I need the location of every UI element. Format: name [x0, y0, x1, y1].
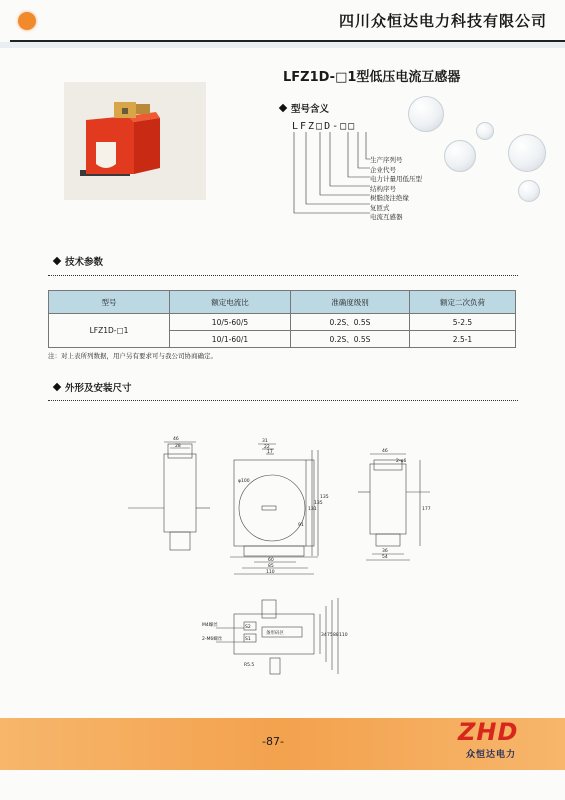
side-dia-dim: φ100: [238, 479, 250, 484]
legend-item: 企业代号: [370, 165, 396, 174]
m6-screw-label: 2-M6螺丝: [202, 637, 223, 642]
company-name: 四川众恒达电力科技有限公司: [338, 12, 547, 30]
bubble-decoration: [408, 96, 444, 132]
model-code-bracket-diagram: [280, 128, 380, 218]
dims-heading: [54, 380, 132, 394]
side-b1-dim: 60: [268, 558, 274, 563]
dotted-divider: [48, 400, 518, 401]
brand-name: 众恒达电力: [466, 750, 517, 760]
side-top2-dim: 22: [264, 445, 270, 450]
bottom-s2-label: S2: [245, 625, 251, 630]
right-top-dim: 46: [382, 449, 388, 454]
legend-item: 复匝式: [370, 203, 390, 212]
front-sub-dim: 28: [175, 444, 181, 449]
tech-heading: [54, 254, 103, 268]
spec-table: [48, 290, 516, 348]
table-note: 注：对上表所列数据，用户另有要求可与我公司协商确定。: [48, 352, 217, 360]
diamond-bullet-icon: [53, 257, 61, 265]
load-cell: 5-2.5: [410, 314, 516, 331]
column-header: 额定电流比: [170, 291, 291, 314]
diamond-bullet-icon: [53, 383, 61, 391]
model-cell: LFZ1D-□1: [49, 314, 170, 348]
right-b2-dim: 54: [382, 555, 388, 560]
accuracy-cell: 0.2S、0.5S: [291, 314, 410, 331]
header-subband: [0, 42, 565, 48]
column-header: 准确度级别: [291, 291, 410, 314]
m4-screw-label: M4螺丝: [202, 623, 218, 628]
transformer-photo-image: [64, 82, 206, 200]
orange-dot-icon: [18, 12, 36, 30]
zhd-logo: ZHD: [458, 718, 519, 746]
side-v3-dim: 135: [314, 501, 323, 506]
radius-label: R5.5: [244, 663, 255, 668]
side-top1-dim: 31: [262, 439, 268, 444]
bubble-decoration: [476, 122, 494, 140]
legend-item: 电流互感器: [370, 213, 403, 221]
side-v2-dim: 131: [308, 507, 317, 512]
bottom-v2-dim: 75: [327, 633, 333, 638]
model-code: LFZ□D-□□: [292, 121, 357, 132]
ratio-cell: 10/1-60/1: [170, 331, 291, 348]
footer-margin: [0, 770, 565, 800]
legend-item: 电力计量用低压型: [370, 175, 422, 183]
side-v4-dim: 135: [320, 495, 329, 500]
column-header: 型号: [49, 291, 170, 314]
bottom-s1-label: S1: [245, 637, 251, 642]
table-header-row: [49, 291, 516, 314]
column-header: 额定二次负荷: [410, 291, 516, 314]
right-hole-dim: 2-φ6: [396, 459, 407, 464]
dotted-divider: [48, 275, 518, 276]
bottom-v1-dim: 34: [321, 633, 327, 638]
accuracy-cell: 0.2S、0.5S: [291, 331, 410, 348]
right-h-dim: 177: [422, 507, 431, 512]
model-meaning-heading: [280, 101, 329, 115]
bubble-decoration: [508, 134, 546, 172]
bottom-v3-dim: 88: [333, 633, 339, 638]
dims-title: 外形及安装尺寸: [65, 383, 132, 394]
page-number: -87-: [262, 735, 284, 748]
product-photo: [64, 82, 206, 200]
legend-item: 树脂浇注绝缘: [370, 194, 409, 202]
bubble-decoration: [444, 140, 476, 172]
barcode-area-label: 条形码区: [266, 631, 284, 636]
legend-item: 生产序列号: [370, 156, 403, 164]
load-cell: 2.5-1: [410, 331, 516, 348]
dimension-drawing: [40, 430, 510, 680]
diamond-bullet-icon: [279, 104, 287, 112]
right-b1-dim: 36: [382, 549, 388, 554]
side-v1-dim: 91: [298, 523, 304, 528]
front-top-dim: 46: [173, 437, 179, 442]
side-b2-dim: 85: [268, 564, 274, 569]
table-row: [49, 314, 516, 331]
side-top3-dim: 17: [267, 450, 273, 455]
product-title: LFZ1D-□1型低压电流互感器: [283, 70, 461, 85]
side-b3-dim: 110: [266, 570, 275, 575]
model-meaning-title: 型号含义: [291, 104, 330, 115]
model-legend: [370, 156, 422, 223]
bubble-decoration: [518, 180, 540, 202]
legend-item: 结构序号: [370, 184, 396, 193]
ratio-cell: 10/5-60/5: [170, 314, 291, 331]
bottom-v4-dim: 110: [339, 633, 348, 638]
tech-title: 技术参数: [65, 257, 104, 268]
